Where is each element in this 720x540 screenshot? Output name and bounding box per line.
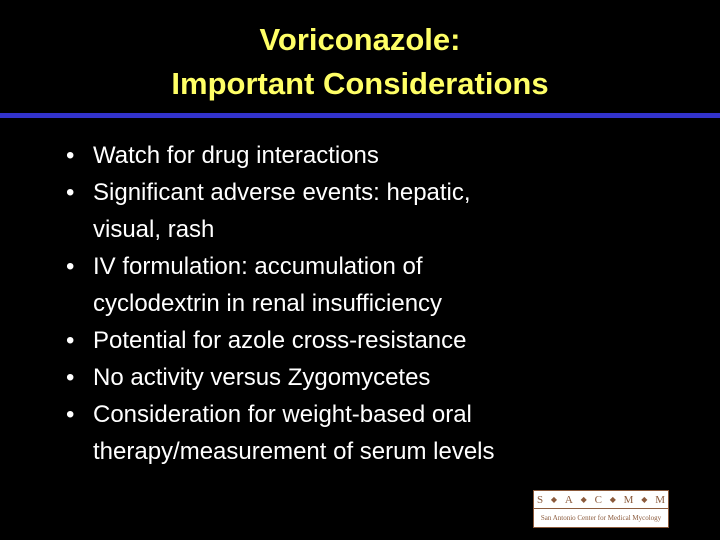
logo-caption: San Antonio Center for Medical Mycology: [540, 514, 662, 522]
bullet-item: [66, 248, 686, 322]
bullet-text-line: Watch for drug interactions: [93, 142, 379, 169]
slide-title-line-1: Voriconazole:: [259, 22, 461, 57]
bullet-text-line: cyclodextrin in renal insufficiency: [93, 290, 443, 317]
bullet-icon: •: [66, 401, 75, 428]
bullet-text-line: IV formulation: accumulation of: [93, 253, 423, 280]
slide-title-line-2: Important Considerations: [171, 66, 549, 101]
diamond-icon: ◆: [580, 495, 587, 504]
logo-letter: M: [623, 493, 634, 506]
bullet-text-line: therapy/measurement of serum levels: [93, 438, 495, 465]
diamond-icon: ◆: [550, 495, 558, 504]
logo-letter: A: [564, 493, 573, 506]
logo-letter: C: [594, 493, 602, 506]
bullet-list: [66, 137, 686, 470]
bullet-text-line: No activity versus Zygomycetes: [93, 364, 431, 391]
bullet-text-line: Potential for azole cross-resistance: [93, 327, 467, 354]
bullet-text-line: Significant adverse events: hepatic,: [93, 179, 471, 206]
bullet-text-line: visual, rash: [93, 216, 215, 243]
slide-title: [0, 18, 720, 106]
title-divider: [0, 113, 720, 118]
sacmm-logo: [533, 490, 669, 528]
bullet-item: [66, 322, 686, 359]
bullet-item: [66, 137, 686, 174]
bullet-icon: •: [66, 142, 75, 169]
logo-letters: [534, 491, 668, 509]
bullet-icon: •: [66, 179, 75, 206]
bullet-text-line: Consideration for weight-based oral: [93, 401, 472, 428]
logo-letter: S: [537, 493, 544, 506]
diamond-icon: ◆: [609, 495, 616, 504]
bullet-item: [66, 174, 686, 248]
logo-letter: M: [655, 493, 665, 506]
bullet-item: [66, 396, 686, 470]
diamond-icon: ◆: [641, 495, 648, 504]
bullet-icon: •: [66, 327, 75, 354]
bullet-item: [66, 359, 686, 396]
bullet-icon: •: [66, 364, 75, 391]
bullet-icon: •: [66, 253, 75, 280]
